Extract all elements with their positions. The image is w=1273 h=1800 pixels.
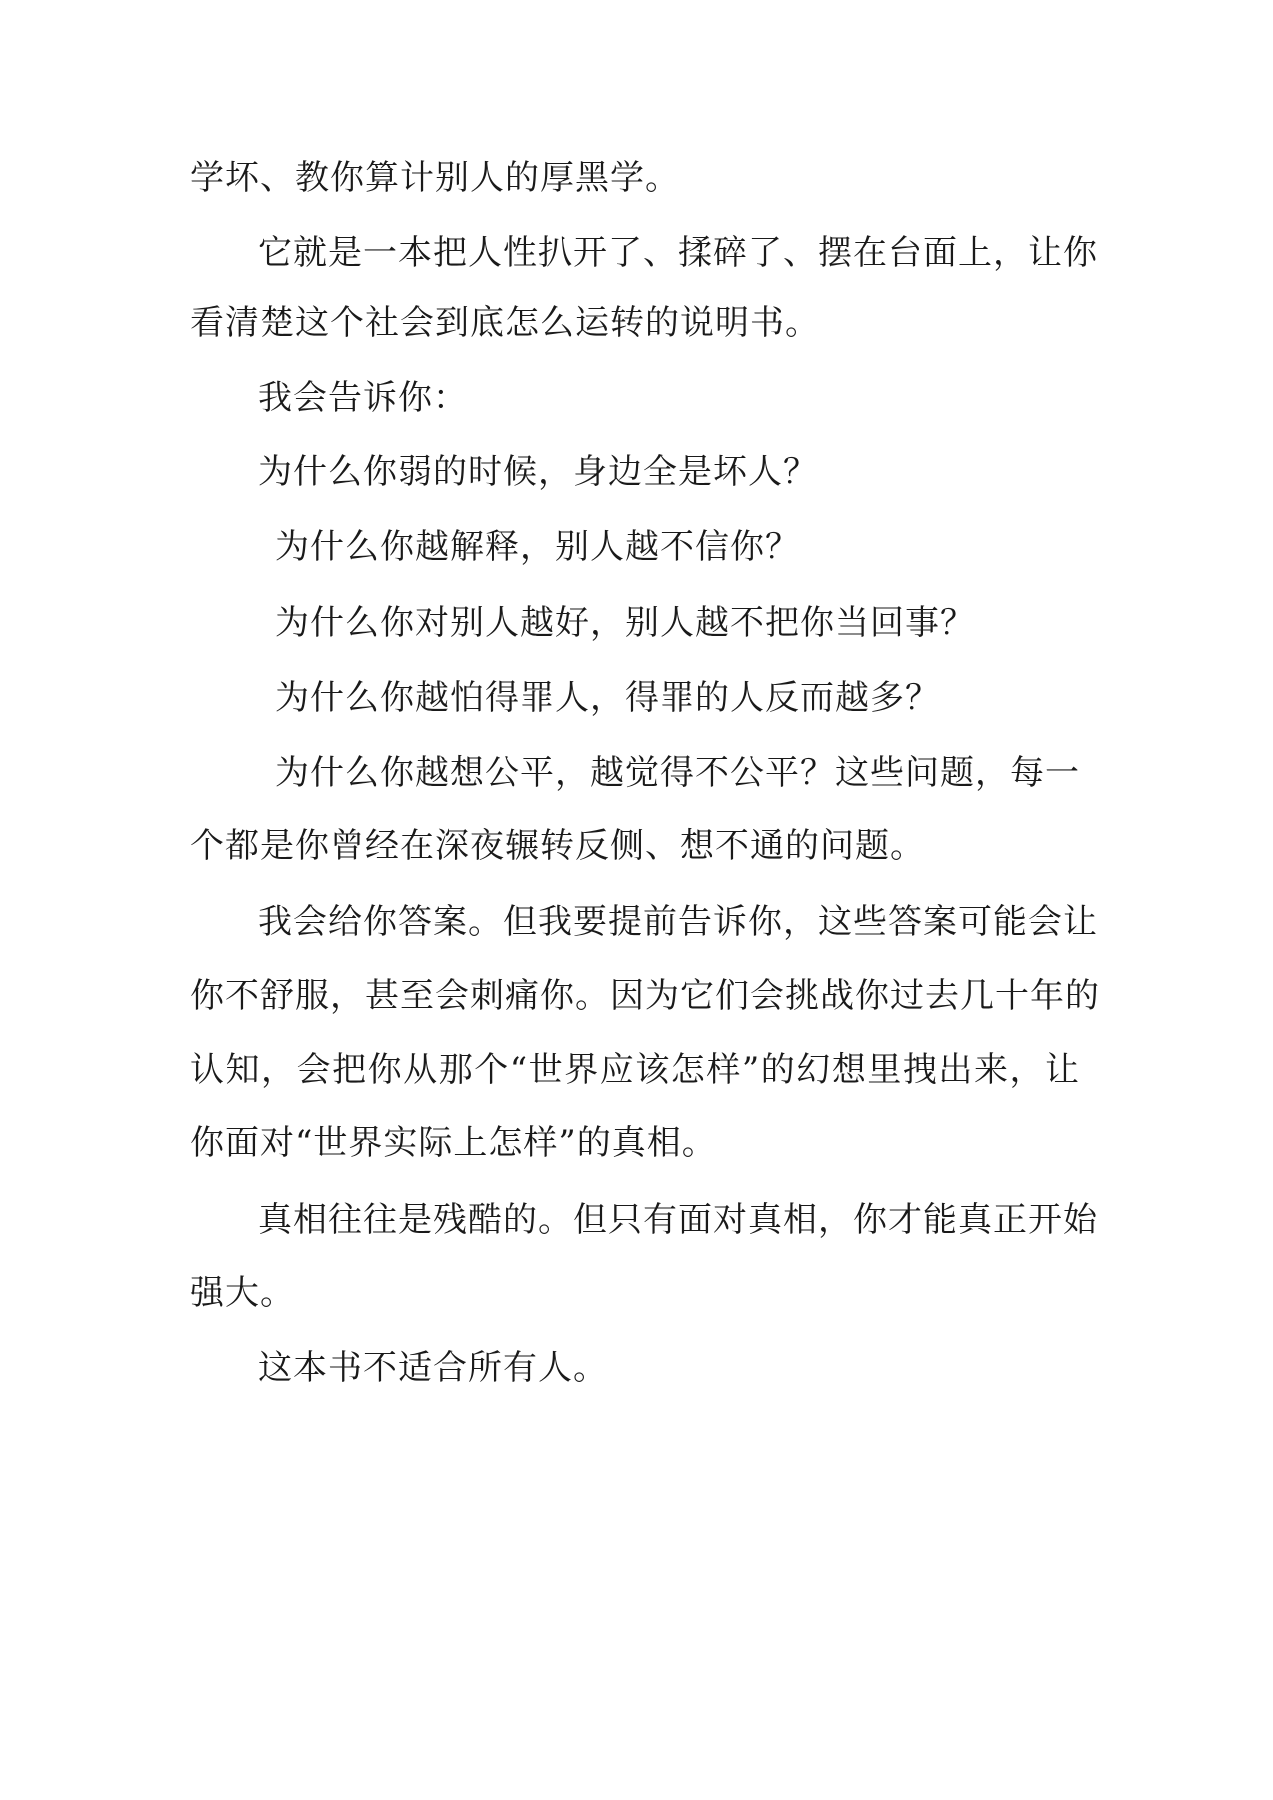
paragraph-first-line: 为什么你越想公平，越觉得不公平？这些问题，每一 (275, 753, 1080, 793)
paragraph-first-line: 为什么你对别人越好，别人越不把你当回事？ (275, 603, 975, 643)
text-line: 认知，会把你从那个“世界应该怎样”的幻想里拽出来，让 (190, 1050, 1080, 1090)
paragraph-first-line: 为什么你越怕得罪人，得罪的人反而越多？ (275, 678, 940, 718)
paragraph-first-line: 我会告诉你： (258, 378, 468, 418)
text-line: 你面对“世界实际上怎样”的真相。 (190, 1123, 717, 1163)
text-line: 强大。 (190, 1273, 295, 1313)
text-line: 看清楚这个社会到底怎么运转的说明书。 (190, 303, 820, 343)
paragraph-first-line: 为什么你越解释，别人越不信你？ (275, 527, 800, 567)
paragraph-first-line: 它就是一本把人性扒开了、揉碎了、摆在台面上，让你 (258, 233, 1098, 273)
paragraph-first-line: 这本书不适合所有人。 (258, 1348, 608, 1388)
text-line: 学坏、教你算计别人的厚黑学。 (190, 158, 680, 198)
text-line: 你不舒服，甚至会刺痛你。因为它们会挑战你过去几十年的 (190, 976, 1100, 1016)
text-line: 个都是你曾经在深夜辗转反侧、想不通的问题。 (190, 826, 925, 866)
paragraph-first-line: 我会给你答案。但我要提前告诉你，这些答案可能会让 (258, 902, 1098, 942)
paragraph-first-line: 为什么你弱的时候，身边全是坏人？ (258, 452, 818, 492)
paragraph-first-line: 真相往往是残酷的。但只有面对真相，你才能真正开始 (258, 1200, 1098, 1240)
